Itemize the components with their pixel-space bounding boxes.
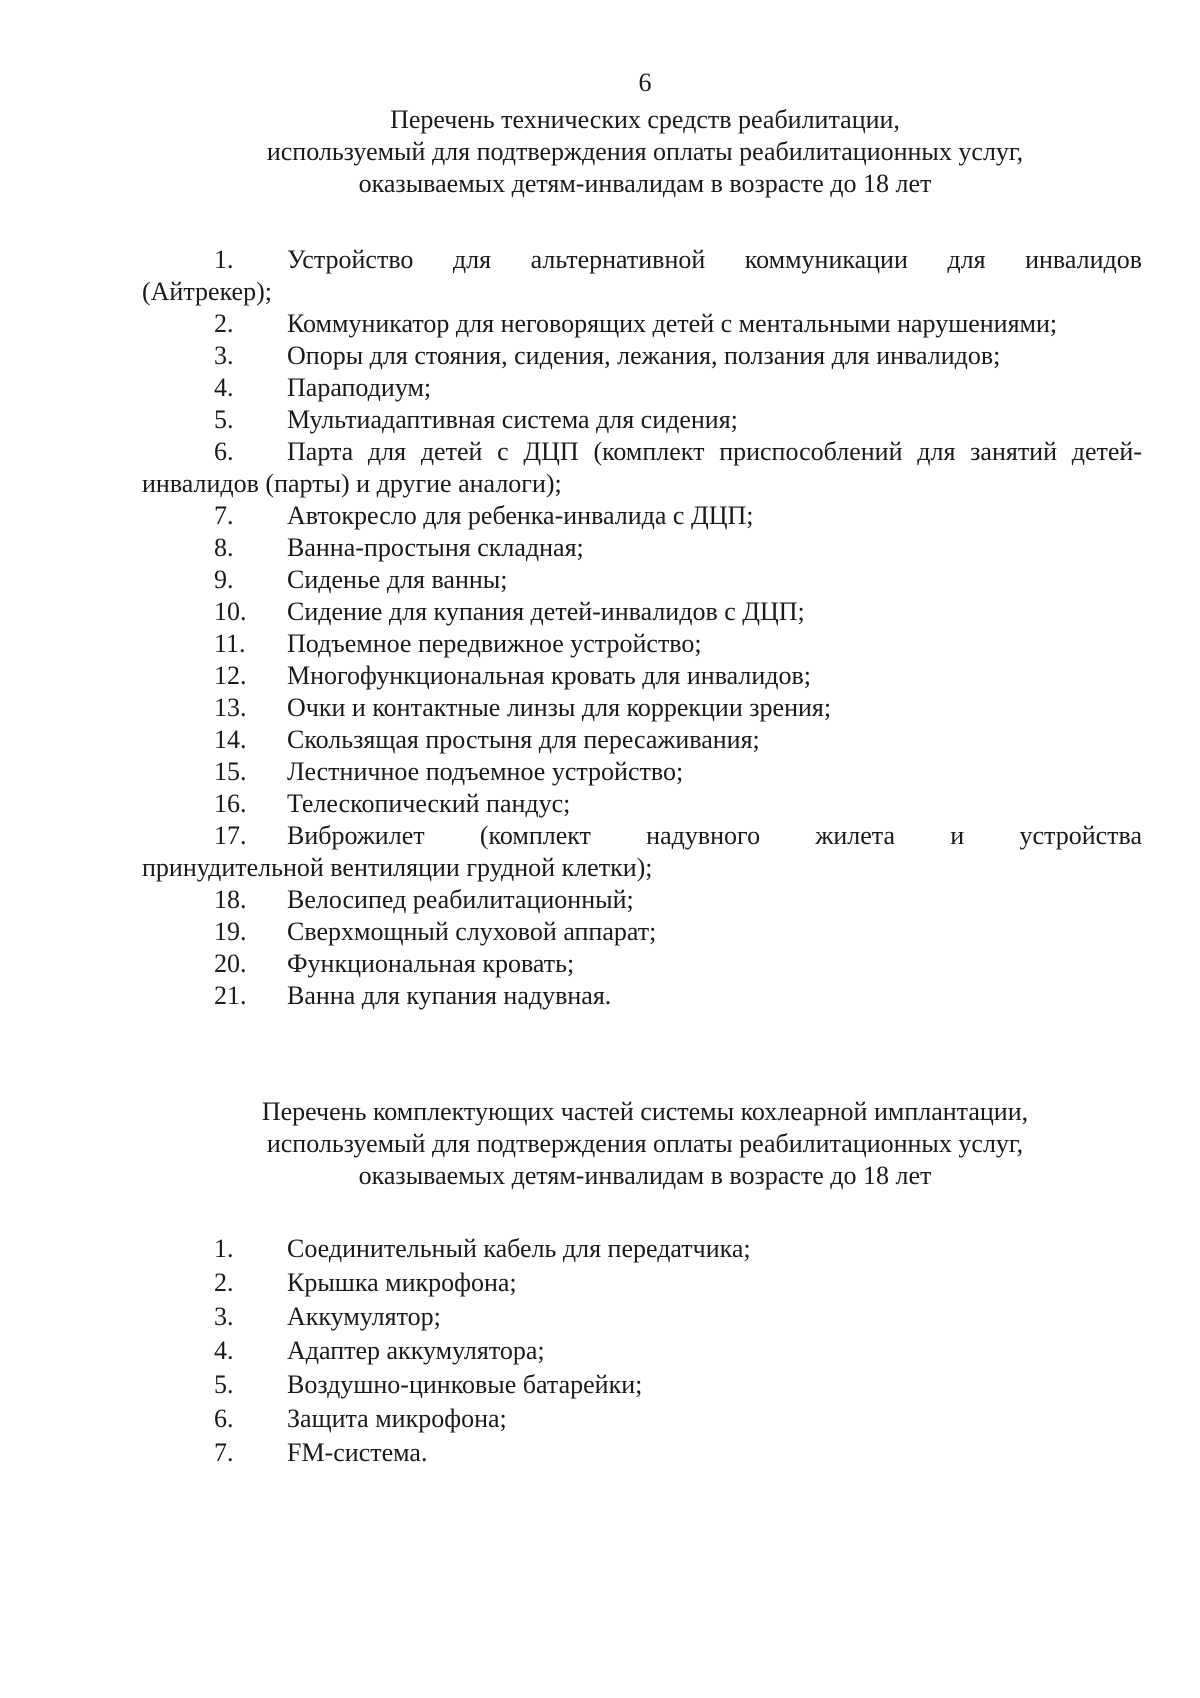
list-item-text: Очки и контактные линзы для коррекции зрения; [287,693,832,722]
page-number: 6 [638,68,652,97]
list-item-text: Соединительный кабель для передатчика; [287,1234,751,1263]
list-item-text: Функциональная кровать; [287,949,575,978]
list-item [142,916,1142,948]
list-item-text: Ванна для купания надувная. [287,981,612,1010]
list-item-text: Сверхмощный слуховой аппарат; [287,917,657,946]
list-item-number: 2. [214,1268,234,1297]
list-item [142,404,1142,436]
list-item [142,1300,1142,1334]
list-item [142,1232,1142,1266]
list-item [142,692,1142,724]
list-item-number: 5. [214,1370,234,1399]
list-item [142,788,1142,820]
list-item-continuation: (Айтрекер); [142,277,272,306]
list-item-number: 3. [214,1302,234,1331]
list-item-number: 18. [214,885,247,914]
cochlear-parts-list [142,1232,1142,1470]
list-item-number: 8. [214,533,234,562]
list-item-text: Лестничное подъемное устройство; [287,757,684,786]
section-1-title [140,104,1150,200]
list-item-text: Мультиадаптивная система для сидения; [287,405,738,434]
list-item-continuation: инвалидов (парты) и другие аналоги); [142,469,562,498]
list-item-text: FM-система. [287,1438,428,1467]
list-item [142,884,1142,916]
list-item-number: 1. [214,1234,234,1263]
list-item-number: 15. [214,757,247,786]
list-item-text: Подъемное передвижное устройство; [287,629,702,658]
list-item [142,372,1142,404]
section-2-title [140,1096,1150,1192]
list-item-number: 7. [214,1438,234,1467]
list-item-text: Виброжилет (комплект надувного жилета и устройства [287,821,1142,850]
list-item-text: Параподиум; [287,373,432,402]
list-item [142,948,1142,980]
list-item-number: 4. [214,373,234,402]
list-item-number: 7. [214,501,234,530]
list-item-number: 13. [214,693,247,722]
list-item [142,724,1142,756]
list-item-number: 11. [214,629,246,658]
section-2-title-line: Перечень комплектующих частей системы кохлеарной имплантации, [261,1097,1029,1126]
section-1-title-line: оказываемых детям-инвалидам в возрасте до 18 лет [358,169,932,198]
list-item-number: 16. [214,789,247,818]
technical-aids-list [142,244,1142,1012]
list-item-number: 3. [214,341,234,370]
list-item [142,980,1142,1012]
list-item-number: 6. [214,1404,234,1433]
list-item [142,244,1142,308]
list-item [142,436,1142,500]
list-item-text: Ванна-простыня складная; [287,533,584,562]
list-item-text: Сиденье для ванны; [287,565,508,594]
list-item [142,308,1142,340]
list-item-number: 19. [214,917,247,946]
list-item-text: Телескопический пандус; [287,789,571,818]
list-item-number: 10. [214,597,247,626]
section-1-title-line: используемый для подтверждения оплаты реабилитационных услуг, [266,137,1024,166]
section-1-title-line: Перечень технических средств реабилитации, [390,105,900,134]
list-item-text: Воздушно-цинковые батарейки; [287,1370,643,1399]
list-item-continuation: принудительной вентиляции грудной клетки); [142,853,653,882]
list-item-number: 1. [214,245,234,274]
list-item-number: 12. [214,661,247,690]
section-2-title-line: используемый для подтверждения оплаты реабилитационных услуг, [266,1129,1024,1158]
list-item-text: Адаптер аккумулятора; [287,1336,545,1365]
section-2-title-line: оказываемых детям-инвалидам в возрасте до 18 лет [358,1161,932,1190]
list-item-number: 2. [214,309,234,338]
list-item-text: Защита микрофона; [287,1404,507,1433]
list-item [142,1266,1142,1300]
list-item-text: Парта для детей с ДЦП (комплект приспособлений для занятий детей- [287,437,1142,466]
list-item-text: Устройство для альтернативной коммуникации для инвалидов [287,245,1142,274]
list-item-text: Коммуникатор для неговорящих детей с ментальными нарушениями; [287,309,1058,338]
list-item-text: Аккумулятор; [287,1302,441,1331]
list-item [142,1368,1142,1402]
list-item-number: 20. [214,949,247,978]
list-item-text: Многофункциональная кровать для инвалидов; [287,661,812,690]
list-item [142,1436,1142,1470]
list-item [142,628,1142,660]
list-item-number: 6. [214,437,234,466]
list-item-number: 21. [214,981,247,1010]
list-item [142,532,1142,564]
list-item-text: Сидение для купания детей-инвалидов с ДЦП; [287,597,805,626]
list-item-text: Опоры для стояния, сидения, лежания, ползания для инвалидов; [287,341,1001,370]
list-item-number: 4. [214,1336,234,1365]
list-item [142,820,1142,884]
list-item [142,500,1142,532]
list-item-number: 17. [214,821,247,850]
list-item-number: 14. [214,725,247,754]
list-item [142,340,1142,372]
list-item [142,1334,1142,1368]
list-item [142,564,1142,596]
list-item-text: Скользящая простыня для пересаживания; [287,725,760,754]
list-item-number: 9. [214,565,234,594]
list-item [142,660,1142,692]
list-item [142,756,1142,788]
list-item [142,1402,1142,1436]
list-item [142,596,1142,628]
list-item-number: 5. [214,405,234,434]
list-item-text: Крышка микрофона; [287,1268,517,1297]
list-item-text: Велосипед реабилитационный; [287,885,634,914]
list-item-text: Автокресло для ребенка-инвалида с ДЦП; [287,501,754,530]
